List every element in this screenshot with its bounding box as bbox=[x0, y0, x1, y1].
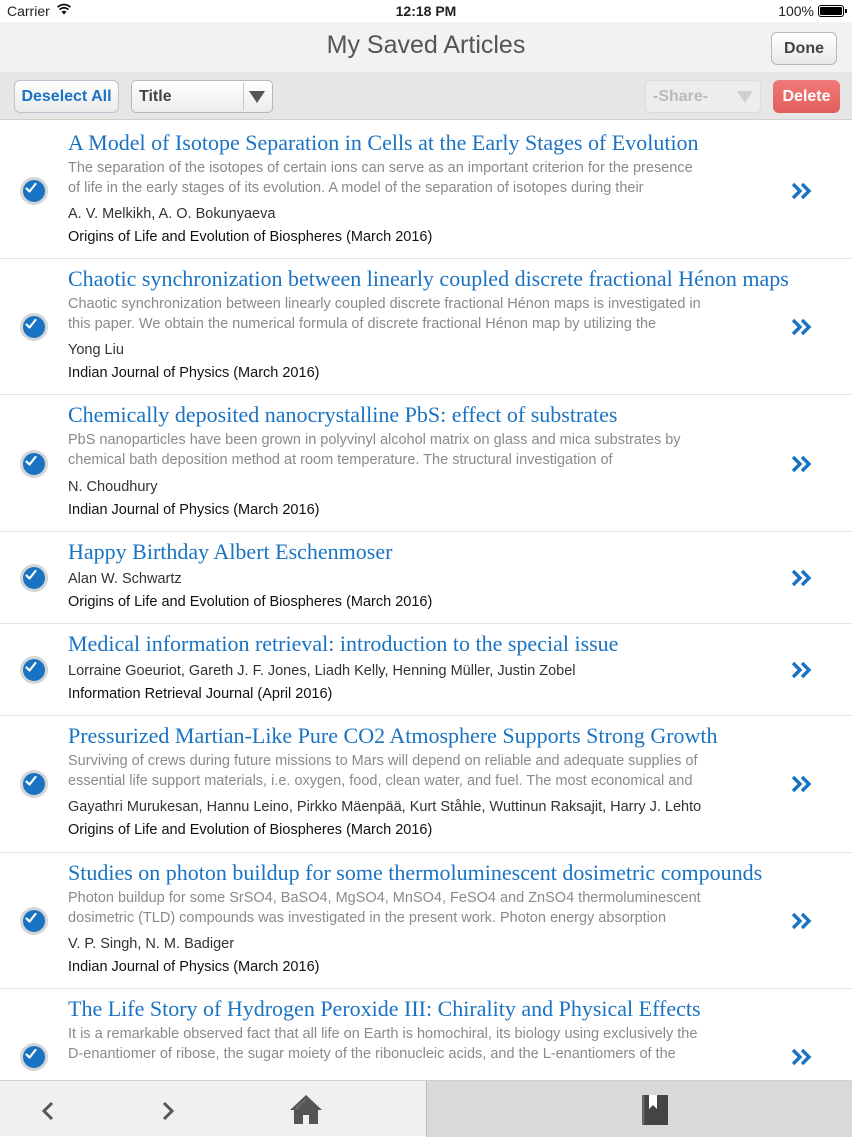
chevron-double-right-icon[interactable] bbox=[790, 317, 814, 337]
dropdown-arrow-icon bbox=[737, 91, 753, 103]
article-journal: Information Retrieval Journal (April 2016) bbox=[68, 686, 333, 702]
article-authors: V. P. Singh, N. M. Badiger bbox=[68, 936, 235, 952]
article-abstract: Chaotic synchronization between linearly coupled discrete fractional Hénon maps is investigated in this paper. We obtain the numerical formula of discrete fractional Hénon map by utilizing the bbox=[68, 296, 701, 332]
article-title[interactable]: Chemically deposited nanocrystalline PbS: effect of substrates bbox=[68, 402, 618, 427]
checkbox-checked-icon[interactable] bbox=[20, 1043, 48, 1071]
carrier-label: Carrier bbox=[7, 3, 50, 19]
chevron-double-right-icon[interactable] bbox=[790, 660, 814, 680]
share-select[interactable] bbox=[645, 80, 761, 113]
article-row[interactable] bbox=[0, 259, 852, 395]
article-title[interactable]: Pressurized Martian-Like Pure CO2 Atmosphere Supports Strong Growth bbox=[68, 723, 718, 748]
article-row[interactable] bbox=[0, 853, 852, 989]
chevron-double-right-icon[interactable] bbox=[790, 774, 814, 794]
sort-select-value: Title bbox=[139, 88, 172, 105]
saved-articles-tab[interactable] bbox=[426, 1081, 852, 1137]
done-button[interactable]: Done bbox=[771, 32, 837, 65]
sort-select-divider bbox=[243, 83, 244, 110]
article-row[interactable] bbox=[0, 716, 852, 853]
article-abstract: The separation of the isotopes of certain ions can serve as an important criterion for the presence of life in the early stages of its evolution. A model of the separation of isotopes during their bbox=[68, 160, 693, 196]
home-icon[interactable] bbox=[288, 1093, 324, 1125]
deselect-all-button[interactable]: Deselect All bbox=[14, 80, 119, 113]
article-row[interactable] bbox=[0, 532, 852, 624]
chevron-double-right-icon[interactable] bbox=[790, 911, 814, 931]
article-journal: Indian Journal of Physics (March 2016) bbox=[68, 959, 320, 975]
article-row[interactable] bbox=[0, 395, 852, 532]
article-title[interactable]: Happy Birthday Albert Eschenmoser bbox=[68, 539, 393, 564]
article-row[interactable] bbox=[0, 121, 852, 259]
article-authors: A. V. Melkikh, A. O. Bokunyaeva bbox=[68, 206, 276, 222]
checkbox-checked-icon[interactable] bbox=[20, 770, 48, 798]
checkbox-checked-icon[interactable] bbox=[20, 907, 48, 935]
article-journal: Indian Journal of Physics (March 2016) bbox=[68, 365, 320, 381]
article-abstract: PbS nanoparticles have been grown in polyvinyl alcohol matrix on glass and mica substrates by chemical bath deposition method at room temperature. The structural investigation of bbox=[68, 432, 681, 468]
battery-percent: 100% bbox=[778, 3, 814, 19]
article-list bbox=[0, 121, 852, 1079]
article-abstract: Photon buildup for some SrSO4, BaSO4, MgSO4, MnSO4, FeSO4 and ZnSO4 thermoluminescent dosimetric (TLD) compounds was investigated in the present work. Photon energy absorption bbox=[68, 890, 701, 926]
share-select-value: -Share- bbox=[653, 88, 709, 105]
article-abstract: Surviving of crews during future missions to Mars will depend on reliable and adequate supplies of essential life support materials, i.e. oxygen, food, clean water, and fuel. The most economical and bbox=[68, 753, 698, 789]
checkbox-checked-icon[interactable] bbox=[20, 564, 48, 592]
sort-select[interactable] bbox=[131, 80, 273, 113]
page-title: My Saved Articles bbox=[326, 31, 526, 59]
article-title[interactable]: The Life Story of Hydrogen Peroxide III: Chirality and Physical Effects bbox=[68, 996, 701, 1021]
article-journal: Origins of Life and Evolution of Biospheres (March 2016) bbox=[68, 822, 433, 838]
checkbox-checked-icon[interactable] bbox=[20, 313, 48, 341]
dropdown-arrow-icon bbox=[249, 91, 265, 103]
navigation-bar bbox=[0, 22, 852, 72]
bottom-toolbar bbox=[0, 1080, 852, 1136]
clock: 12:18 PM bbox=[395, 3, 457, 19]
toolbar bbox=[0, 72, 852, 120]
saved-articles-icon bbox=[641, 1094, 669, 1126]
article-authors: Yong Liu bbox=[68, 342, 124, 358]
article-title[interactable]: Studies on photon buildup for some thermoluminescent dosimetric compounds bbox=[68, 860, 763, 885]
status-bar bbox=[0, 0, 852, 22]
article-row[interactable] bbox=[0, 989, 852, 1079]
delete-button[interactable]: Delete bbox=[773, 80, 840, 113]
article-title[interactable]: Medical information retrieval: introduction to the special issue bbox=[68, 631, 619, 656]
article-title[interactable]: A Model of Isotope Separation in Cells at the Early Stages of Evolution bbox=[68, 130, 699, 155]
chevron-double-right-icon[interactable] bbox=[790, 181, 814, 201]
article-authors: Gayathri Murukesan, Hannu Leino, Pirkko Mäenpää, Kurt Ståhle, Wuttinun Raksajit, Harry J. Lehto bbox=[68, 799, 702, 815]
checkbox-checked-icon[interactable] bbox=[20, 450, 48, 478]
article-journal: Origins of Life and Evolution of Biospheres (March 2016) bbox=[68, 594, 433, 610]
article-title[interactable]: Chaotic synchronization between linearly coupled discrete fractional Hénon maps bbox=[68, 266, 789, 291]
chevron-double-right-icon[interactable] bbox=[790, 568, 814, 588]
article-authors: N. Choudhury bbox=[68, 479, 158, 495]
battery-icon bbox=[818, 5, 844, 17]
article-journal: Indian Journal of Physics (March 2016) bbox=[68, 502, 320, 518]
chevron-double-right-icon[interactable] bbox=[790, 1047, 814, 1067]
article-abstract: It is a remarkable observed fact that all life on Earth is homochiral, its biology using exclusively the D-enantiomer of ribose, the sugar moiety of the ribonucleic acids, and the L-enantiomers of the bbox=[68, 1026, 698, 1062]
checkbox-checked-icon[interactable] bbox=[20, 177, 48, 205]
chevron-double-right-icon[interactable] bbox=[790, 454, 814, 474]
article-authors: Alan W. Schwartz bbox=[68, 571, 182, 587]
back-arrow-icon[interactable] bbox=[40, 1101, 56, 1121]
checkbox-checked-icon[interactable] bbox=[20, 656, 48, 684]
article-authors: Lorraine Goeuriot, Gareth J. F. Jones, Liadh Kelly, Henning Müller, Justin Zobel bbox=[68, 663, 576, 679]
article-journal: Origins of Life and Evolution of Biospheres (March 2016) bbox=[68, 229, 433, 245]
forward-arrow-icon[interactable] bbox=[160, 1101, 176, 1121]
article-row[interactable] bbox=[0, 624, 852, 716]
